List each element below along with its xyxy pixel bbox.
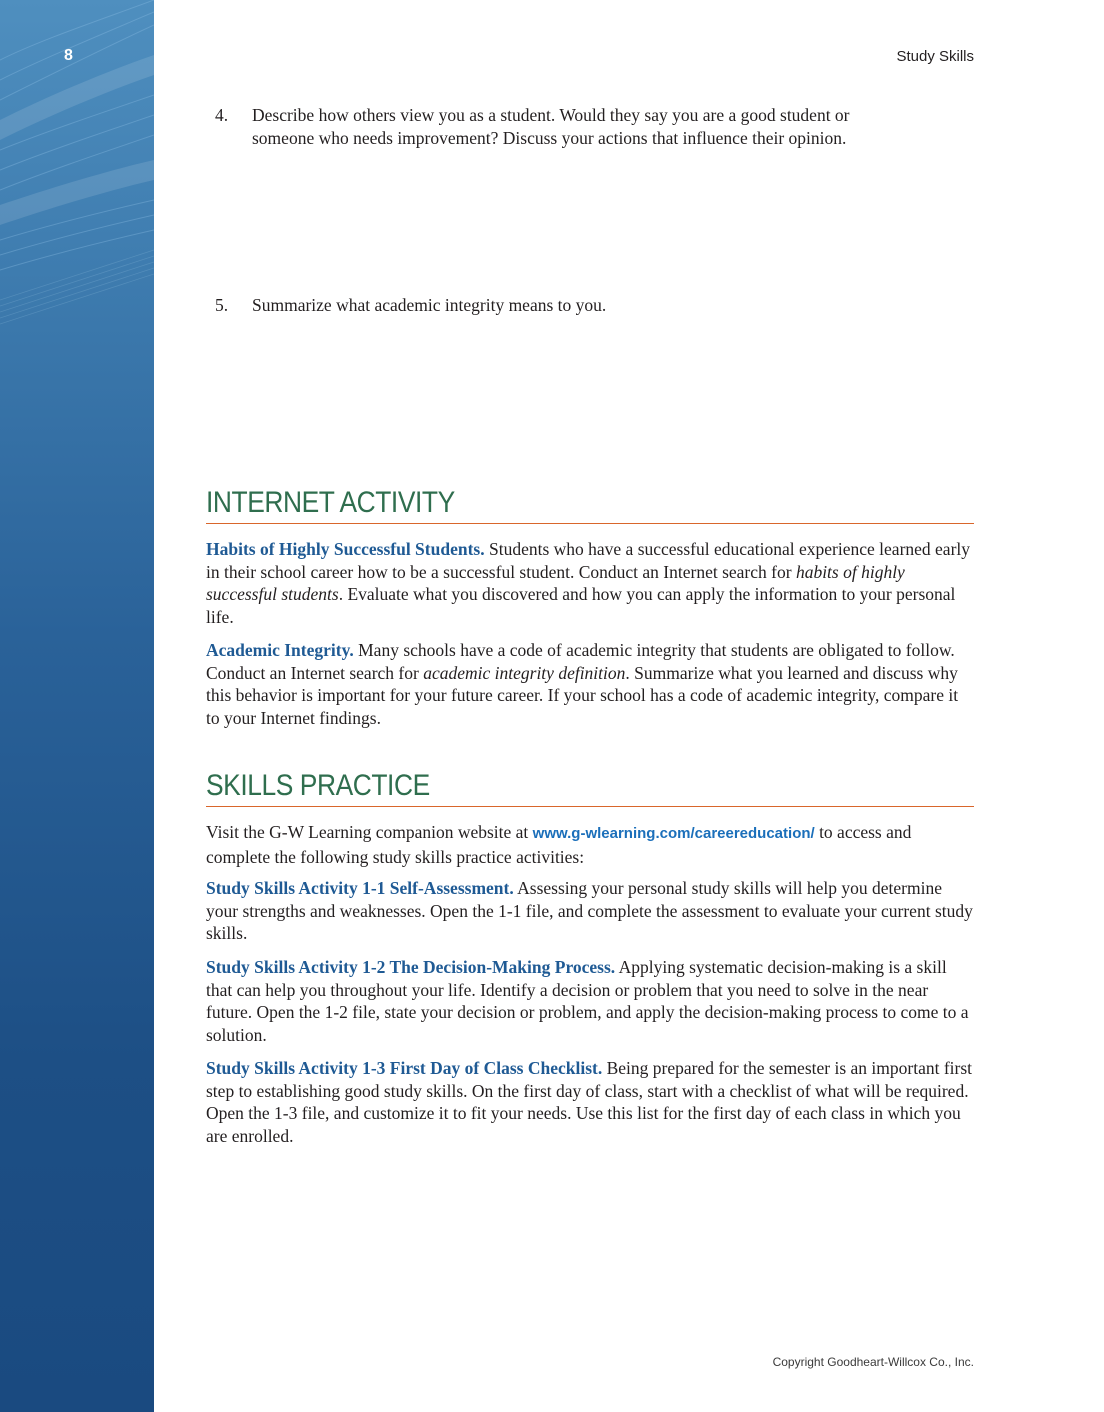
internet-activity-item [206, 639, 976, 729]
item-lead: Study Skills Activity 1-3 First Day of Class Checklist. [206, 1058, 603, 1078]
companion-website-link[interactable]: www.g-wlearning.com/careereducation/ [532, 825, 815, 842]
skills-activity-item [206, 877, 976, 945]
skills-activity-item [206, 1057, 976, 1147]
intro-text: to access and complete the following study skills practice activities: [206, 822, 912, 867]
item-lead: Academic Integrity. [206, 640, 354, 660]
question-5 [215, 294, 915, 317]
item-text: Applying systematic decision-making is a skill that can help you throughout your life. Identify a decision or problem that you need to solve in the near future. Open the 1-2 file, state your decision or problem, and apply the decision-making process to come to a solution. [206, 957, 969, 1045]
running-head: Study Skills [896, 48, 974, 65]
intro-text: Visit the G-W Learning companion website at [206, 822, 533, 842]
copyright-notice: Copyright Goodheart-Willcox Co., Inc. [772, 1355, 974, 1369]
item-text: Students who have a successful educational experience learned early in their school career how to be a successful student. Conduct an Internet search for [206, 539, 971, 582]
item-text: . Evaluate what you discovered and how you can apply the information to your personal life. [206, 584, 956, 627]
section-divider [206, 523, 974, 524]
item-text: . Summarize what you learned and discuss why this behavior is important for your future career. If your school has a code of academic integrity, compare it to your Internet findings. [206, 662, 959, 728]
item-lead: Habits of Highly Successful Students. [206, 539, 485, 559]
item-search-term: habits of highly successful students [206, 561, 905, 605]
item-lead: Study Skills Activity 1-1 Self-Assessment. [206, 878, 514, 898]
question-text: Describe how others view you as a student. Would they say you are a good student or someone who needs improvement? Discuss your actions that influence their opinion. [252, 105, 850, 148]
page-number: 8 [64, 47, 73, 64]
item-text: Assessing your personal study skills will help you determine your strengths and weaknesses. Open the 1-1 file, and complete the assessment to evaluate your current study skills. [206, 878, 973, 944]
item-text: Many schools have a code of academic integrity that students are obligated to follow. Conduct an Internet search for [206, 640, 955, 683]
item-text: Being prepared for the semester is an important first step to establishing good study skills. On the first day of class, start with a checklist of what will be required. Open the 1-3 file, and customize it to fit your needs. Use this list for the first day of each class in which you are enrolled. [206, 1058, 973, 1146]
wave-pattern [0, 0, 154, 1412]
section-divider [206, 806, 974, 807]
item-lead: Study Skills Activity 1-2 The Decision-Making Process. [206, 957, 616, 977]
item-search-term: academic integrity definition [423, 662, 626, 683]
decorative-sidebar [0, 0, 154, 1412]
question-number: 4. [215, 105, 229, 125]
skills-practice-heading: SKILLS PRACTICE [206, 769, 430, 802]
internet-activity-item [206, 538, 976, 628]
skills-practice-intro [206, 821, 976, 868]
skills-activity-item [206, 956, 976, 1046]
question-text: Summarize what academic integrity means to you. [252, 295, 607, 315]
question-4 [215, 104, 915, 150]
question-number: 5. [215, 295, 229, 315]
internet-activity-heading: INTERNET ACTIVITY [206, 486, 455, 519]
